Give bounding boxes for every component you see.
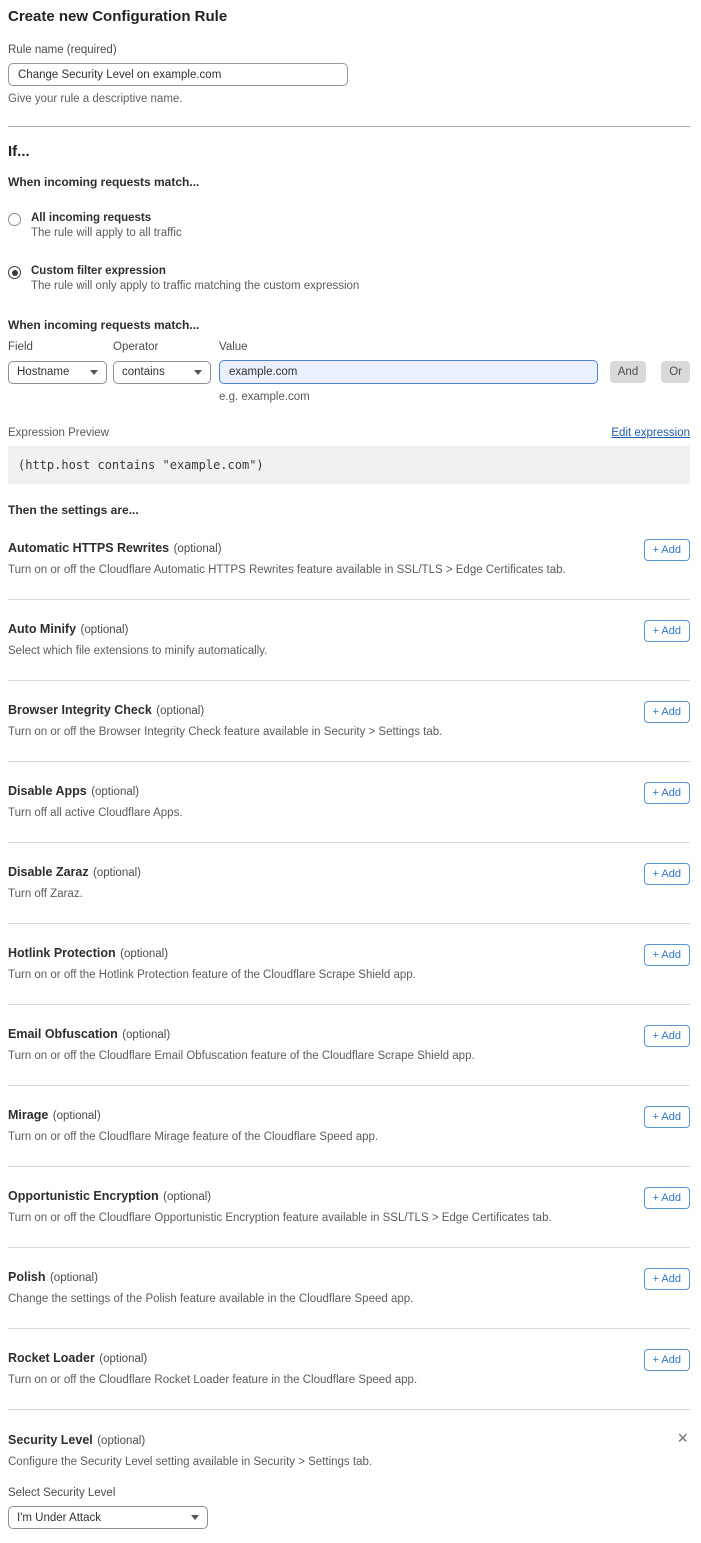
security-level-select-value: I'm Under Attack	[17, 1511, 102, 1524]
radio-description: The rule will apply to all traffic	[31, 227, 182, 239]
add-button[interactable]: + Add	[644, 863, 690, 885]
setting-optional-label: (optional)	[156, 705, 205, 717]
value-column-label: Value	[219, 341, 248, 353]
value-input[interactable]	[219, 360, 598, 384]
setting-description: Turn off Zaraz.	[8, 888, 83, 900]
setting-item	[8, 762, 690, 819]
close-icon[interactable]: ×	[677, 1428, 688, 1448]
setting-optional-label: (optional)	[80, 624, 129, 636]
setting-item	[8, 1005, 690, 1062]
setting-optional-label: (optional)	[49, 1272, 98, 1284]
security-level-select-label: Select Security Level	[8, 1487, 116, 1499]
page-title: Create new Configuration Rule	[8, 8, 228, 25]
setting-optional-label: (optional)	[99, 1353, 148, 1365]
rule-name-input[interactable]	[8, 63, 348, 86]
chevron-down-icon	[191, 1515, 199, 1520]
setting-item	[8, 681, 690, 738]
request-match-radio-group	[8, 212, 690, 292]
radio-custom-filter-expression[interactable]	[8, 265, 690, 292]
add-button[interactable]: + Add	[644, 1187, 690, 1209]
setting-item	[8, 1167, 690, 1224]
radio-label: Custom filter expression	[31, 265, 166, 277]
rule-name-label: Rule name (required)	[8, 44, 117, 56]
setting-optional-label: (optional)	[52, 1110, 101, 1122]
chevron-down-icon	[194, 370, 202, 375]
field-select-value: Hostname	[17, 366, 70, 378]
setting-title: Opportunistic Encryption	[8, 1189, 159, 1203]
security-level-section	[8, 1410, 690, 1529]
security-level-optional-label: (optional)	[97, 1435, 146, 1447]
setting-optional-label: (optional)	[173, 543, 222, 555]
section-divider	[8, 126, 690, 127]
expression-preview-label: Expression Preview	[8, 427, 109, 439]
add-button[interactable]: + Add	[644, 1268, 690, 1290]
setting-title: Email Obfuscation	[8, 1027, 118, 1041]
setting-description: Select which file extensions to minify automatically.	[8, 645, 268, 657]
expression-preview-code: (http.host contains "example.com")	[8, 446, 690, 484]
setting-optional-label: (optional)	[91, 786, 140, 798]
add-button[interactable]: + Add	[644, 539, 690, 561]
setting-title: Mirage	[8, 1108, 49, 1122]
radio-description: The rule will only apply to traffic matching the custom expression	[31, 280, 360, 292]
radio-label: All incoming requests	[31, 212, 152, 224]
operator-select[interactable]	[113, 361, 211, 384]
incoming-requests-match-label: When incoming requests match...	[8, 175, 200, 189]
add-button[interactable]: + Add	[644, 1025, 690, 1047]
add-button[interactable]: + Add	[644, 782, 690, 804]
setting-item	[8, 843, 690, 900]
setting-description: Turn off all active Cloudflare Apps.	[8, 807, 183, 819]
setting-description: Turn on or off the Cloudflare Rocket Loader feature in the Cloudflare Speed app.	[8, 1374, 418, 1386]
if-heading: If...	[8, 143, 30, 160]
setting-title: Browser Integrity Check	[8, 703, 152, 717]
setting-title: Automatic HTTPS Rewrites	[8, 541, 170, 555]
operator-column-label: Operator	[113, 341, 159, 353]
value-hint: e.g. example.com	[219, 391, 310, 403]
setting-description: Turn on or off the Browser Integrity Check feature available in Security > Settings tab.	[8, 726, 443, 738]
expression-builder	[8, 318, 690, 403]
radio-all-incoming-requests[interactable]	[8, 212, 690, 239]
setting-description: Turn on or off the Cloudflare Automatic HTTPS Rewrites feature available in SSL/TLS > Edge Certificates tab.	[8, 564, 566, 576]
setting-title: Rocket Loader	[8, 1351, 95, 1365]
add-button[interactable]: + Add	[644, 1106, 690, 1128]
setting-optional-label: (optional)	[163, 1191, 212, 1203]
setting-title: Hotlink Protection	[8, 946, 116, 960]
add-button[interactable]: + Add	[644, 944, 690, 966]
setting-description: Turn on or off the Cloudflare Email Obfuscation feature of the Cloudflare Scrape Shield app.	[8, 1050, 475, 1062]
operator-select-value: contains	[122, 366, 165, 378]
setting-description: Turn on or off the Hotlink Protection feature of the Cloudflare Scrape Shield app.	[8, 969, 416, 981]
or-button[interactable]: Or	[661, 361, 690, 383]
rule-name-group	[8, 44, 690, 105]
field-select[interactable]	[8, 361, 107, 384]
setting-optional-label: (optional)	[122, 1029, 171, 1041]
setting-optional-label: (optional)	[93, 867, 141, 879]
security-level-title: Security Level	[8, 1433, 93, 1447]
setting-optional-label: (optional)	[120, 948, 169, 960]
setting-item	[8, 1248, 690, 1305]
setting-title: Auto Minify	[8, 622, 77, 636]
security-level-description: Configure the Security Level setting available in Security > Settings tab.	[8, 1456, 373, 1468]
setting-description: Turn on or off the Cloudflare Opportunistic Encryption feature available in SSL/TLS > Edge Certificates tab.	[8, 1212, 552, 1224]
radio-button-icon[interactable]	[8, 266, 21, 279]
add-button[interactable]: + Add	[644, 1349, 690, 1371]
and-button[interactable]: And	[610, 361, 646, 383]
setting-description: Turn on or off the Cloudflare Mirage feature of the Cloudflare Speed app.	[8, 1131, 379, 1143]
edit-expression-link[interactable]: Edit expression	[611, 427, 690, 439]
rule-name-help: Give your rule a descriptive name.	[8, 93, 183, 105]
add-button[interactable]: + Add	[644, 701, 690, 723]
expression-builder-heading: When incoming requests match...	[8, 318, 200, 332]
radio-button-icon[interactable]	[8, 213, 21, 226]
field-column-label: Field	[8, 341, 33, 353]
add-button[interactable]: + Add	[644, 620, 690, 642]
setting-item	[8, 1329, 690, 1386]
setting-title: Disable Apps	[8, 784, 87, 798]
setting-item	[8, 924, 690, 981]
settings-heading: Then the settings are...	[8, 503, 139, 517]
security-level-select[interactable]	[8, 1506, 208, 1529]
setting-item	[8, 1086, 690, 1143]
settings-list	[8, 519, 690, 1410]
setting-title: Disable Zaraz	[8, 865, 89, 879]
setting-item	[8, 600, 690, 657]
setting-title: Polish	[8, 1270, 46, 1284]
setting-item	[8, 519, 690, 576]
setting-description: Change the settings of the Polish feature available in the Cloudflare Speed app.	[8, 1293, 414, 1305]
chevron-down-icon	[90, 370, 98, 375]
